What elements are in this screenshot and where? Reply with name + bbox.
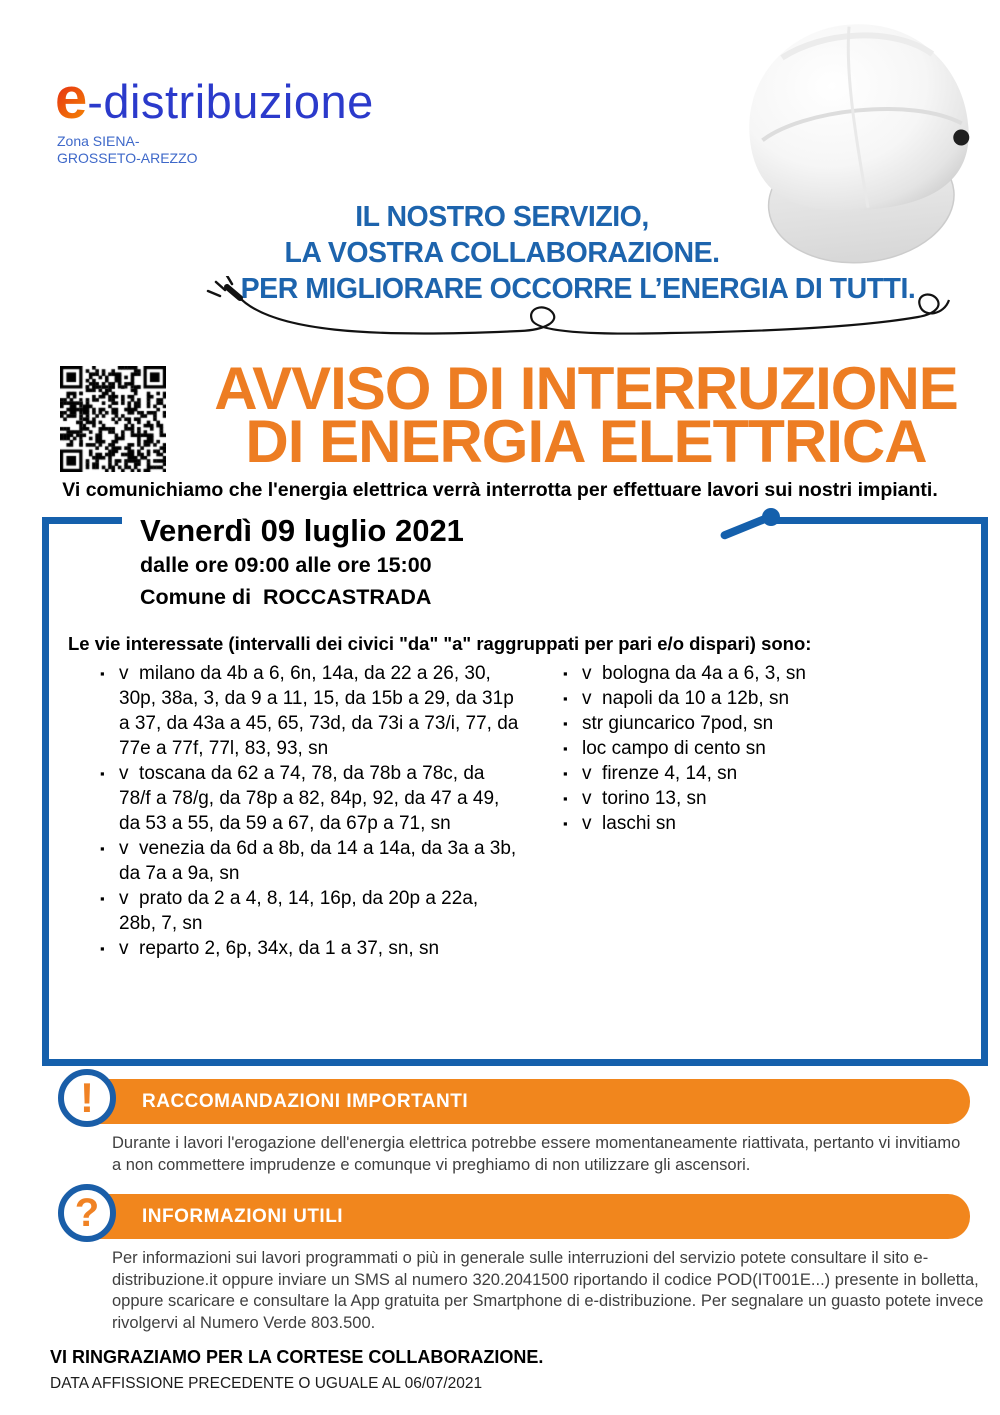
street-item: ▪ str giuncarico 7pod, sn [563, 711, 973, 736]
street-item: ▪ v venezia da 6d a 8b, da 14 a 14a, da 3a a 3b, da 7a a 9a, sn [100, 836, 520, 886]
streets-list-2 [563, 661, 973, 836]
exclamation-icon: ! [58, 1069, 116, 1127]
event-municipality: Comune di ROCCASTRADA [140, 585, 432, 609]
event-time: dalle ore 09:00 alle ore 15:00 [140, 553, 432, 577]
footer-posting-date: DATA AFFISSIONE PRECEDENTE O UGUALE AL 06/07/2021 [50, 1375, 483, 1392]
box-border-segment-left [42, 517, 122, 524]
streets-column-1 [100, 661, 524, 961]
street-item: ▪ v napoli da 10 a 12b, sn [563, 686, 973, 711]
section-body-informazioni: Per informazioni sui lavori programmati o più in generale sulle interruzioni del servizio potete consultare il sito e-distribuzione.it oppure inviare un SMS al numero 320.2041500 riportando il codice POD(IT001E...) presente in bolletta, oppure scaricare e consultare la App gratuita per Smartphone di e-distribuzione. Per segnalare un guasto potete invece rivolgervi al Numero Verde 803.500. [112, 1249, 984, 1332]
section-title: INFORMAZIONI UTILI [142, 1205, 344, 1227]
streets-heading: Le vie interessate (intervalli dei civici "da" "a" raggruppati per pari e/o dispari) sono: [68, 633, 812, 654]
notice-title-line-2: DI ENERGIA ELETTRICA [245, 408, 927, 475]
slogan-line-3: PER MIGLIORARE OCCORRE L’ENERGIA DI TUTTI. [240, 273, 916, 305]
street-item: ▪ v laschi sn [563, 811, 973, 836]
street-item: ▪ v milano da 4b a 6, 6n, 14a, da 22 a 26, 30, 30p, 38a, 3, da 9 a 11, 15, da 15b a 29, da 31p a 37, da 43a a 45, 65, 73d, da 73i a 73/i, 77, da 77e a 77f, 77l, 83, 93, sn [100, 661, 520, 761]
street-item: ▪ v prato da 2 a 4, 8, 14, 16p, da 20p a 22a, 28b, 7, sn [100, 886, 520, 936]
zone-line-1: Zona SIENA- [57, 133, 140, 149]
streets-column-2 [563, 661, 973, 836]
streets-list-1 [100, 661, 524, 961]
zone-line-2: GROSSETO-AREZZO [57, 150, 198, 166]
street-item: ▪ v torino 13, sn [563, 786, 973, 811]
street-item: ▪ loc campo di cento sn [563, 736, 973, 761]
qr-code [60, 366, 166, 472]
box-border-segment-right [770, 517, 988, 524]
street-item: ▪ v toscana da 62 a 74, 78, da 78b a 78c, da 78/f a 78/g, da 78p a 82, 84p, 92, da 47 a 49, da 53 a 55, da 59 a 67, da 67p a 71, sn [100, 761, 520, 836]
event-date: Venerdì 09 luglio 2021 [140, 513, 464, 548]
zone-label [57, 133, 198, 167]
notice-intro: Vi comunichiamo che l'energia elettrica verrà interrotta per effettuare lavori sui nostri impianti. [62, 479, 938, 501]
pen-dot-decoration [762, 508, 780, 526]
power-cable-illustration [200, 276, 970, 356]
logo-e-icon: e [55, 66, 88, 131]
section-body-raccomandazioni: Durante i lavori l'erogazione dell'energia elettrica potrebbe essere momentaneamente riattivata, pertanto vi invitiamo a non commettere imprudenze e comunque vi preghiamo di non utilizzare gli ascensori. [112, 1134, 961, 1174]
e-distribuzione-logo [55, 66, 374, 131]
notice-title [180, 355, 992, 475]
street-item: ▪ v reparto 2, 6p, 34x, da 1 a 37, sn, sn [100, 936, 520, 961]
footer-thanks: VI RINGRAZIAMO PER LA CORTESE COLLABORAZIONE. [50, 1347, 544, 1367]
section-banner-raccomandazioni [80, 1079, 970, 1124]
question-icon: ? [58, 1184, 116, 1242]
slogan-line-1: IL NOSTRO SERVIZIO, [355, 201, 649, 233]
section-title: RACCOMANDAZIONI IMPORTANTI [142, 1090, 469, 1112]
street-item: ▪ v bologna da 4a a 6, 3, sn [563, 661, 973, 686]
street-item: ▪ v firenze 4, 14, sn [563, 761, 973, 786]
slogan-line-2: LA VOSTRA COLLABORAZIONE. [284, 237, 720, 269]
logo-wordmark: -distribuzione [87, 75, 374, 128]
notice-title-line-1: AVVISO DI INTERRUZIONE [214, 355, 958, 422]
section-banner-informazioni [80, 1194, 970, 1239]
